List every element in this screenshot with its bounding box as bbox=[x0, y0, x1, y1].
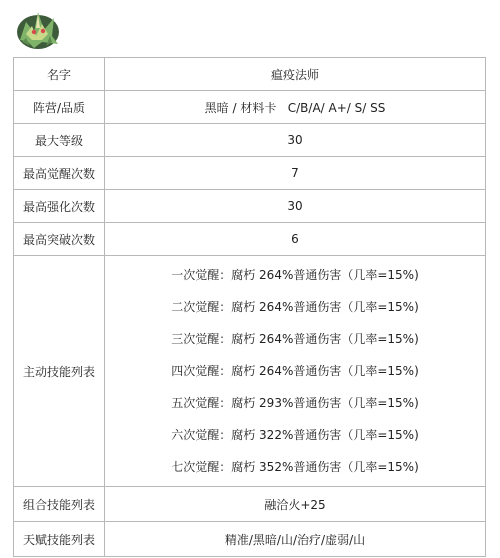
max-breakthrough-label: 最高突破次数 bbox=[14, 223, 105, 256]
skill-item: 三次觉醒：腐朽 264%普通伤害（几率=15%) bbox=[171, 332, 419, 346]
name-value: 瘟疫法师 bbox=[105, 58, 486, 91]
max-enhance-label: 最高强化次数 bbox=[14, 190, 105, 223]
name-label: 名字 bbox=[14, 58, 105, 91]
max-enhance-value: 30 bbox=[105, 190, 486, 223]
active-skills-list bbox=[105, 256, 486, 487]
max-awakening-value: 7 bbox=[105, 157, 486, 190]
faction-quality-value: 黑暗 / 材料卡 C/B/A/ A+/ S/ SS bbox=[105, 91, 486, 124]
table-row bbox=[14, 522, 486, 557]
skill-item: 四次觉醒：腐朽 264%普通伤害（几率=15%) bbox=[171, 364, 419, 378]
table-row bbox=[14, 157, 486, 190]
max-level-value: 30 bbox=[105, 124, 486, 157]
skill-item: 五次觉醒：腐朽 293%普通伤害（几率=15%) bbox=[171, 396, 419, 410]
skill-item: 六次觉醒：腐朽 322%普通伤害（几率=15%) bbox=[171, 428, 419, 442]
max-level-label: 最大等级 bbox=[14, 124, 105, 157]
faction-quality-label: 阵营/品质 bbox=[14, 91, 105, 124]
hero-info-table bbox=[13, 57, 486, 557]
skill-item: 一次觉醒：腐朽 264%普通伤害（几率=15%) bbox=[171, 268, 419, 282]
table-row bbox=[14, 487, 486, 522]
combo-skills-value: 融洽火+25 bbox=[105, 487, 486, 522]
skill-item: 二次觉醒：腐朽 264%普通伤害（几率=15%) bbox=[171, 300, 419, 314]
active-skills-label: 主动技能列表 bbox=[14, 256, 105, 487]
table-row bbox=[14, 256, 486, 487]
table-row bbox=[14, 124, 486, 157]
max-awakening-label: 最高觉醒次数 bbox=[14, 157, 105, 190]
talent-skills-label: 天赋技能列表 bbox=[14, 522, 105, 557]
table-row bbox=[14, 190, 486, 223]
skill-item: 七次觉醒：腐朽 352%普通伤害（几率=15%) bbox=[171, 460, 419, 474]
table-row bbox=[14, 91, 486, 124]
max-breakthrough-value: 6 bbox=[105, 223, 486, 256]
table-row bbox=[14, 223, 486, 256]
hero-avatar-icon bbox=[12, 2, 64, 52]
talent-skills-value: 精准/黑暗/山/治疗/虚弱/山 bbox=[105, 522, 486, 557]
table-row bbox=[14, 58, 486, 91]
combo-skills-label: 组合技能列表 bbox=[14, 487, 105, 522]
